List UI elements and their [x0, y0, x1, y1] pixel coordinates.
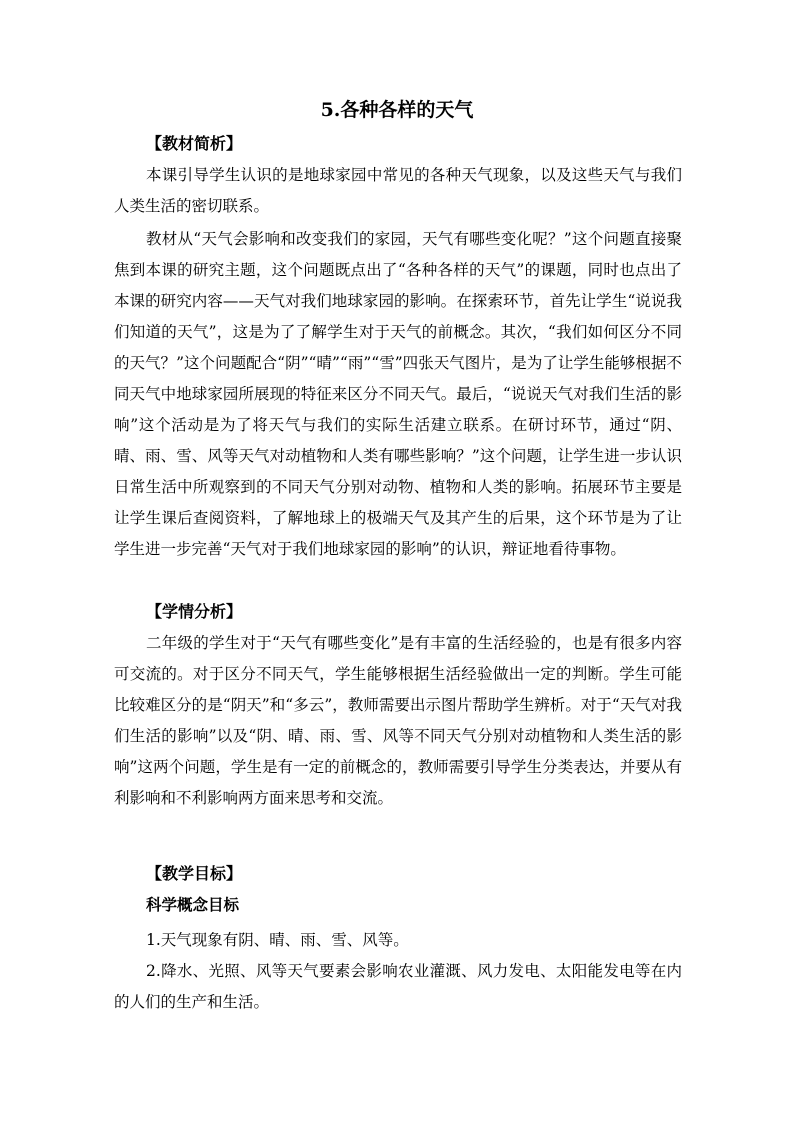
teaching-goals-heading: 【教学目标】	[146, 864, 243, 883]
teaching-goal-item-1: 1.天气现象有阴、晴、雨、雪、风等。	[146, 931, 409, 949]
teaching-goal-item-2: 2.降水、光照、风等天气要素会影响农业灌溉、风力发电、太阳能发电等在内的人们的生产和生活。	[114, 962, 682, 1011]
textbook-analysis-paragraph-1: 本课引导学生认识的是地球家园中常见的各种天气现象，以及这些天气与我们人类生活的密切联系。	[114, 166, 682, 215]
student-analysis-paragraph: 二年级的学生对于“天气有哪些变化”是有丰富的生活经验的，也是有很多内容可交流的。对于区分不同天气，学生能够根据生活经验做出一定的判断。学生可能比较难区分的是“阴天”和“多云”，教师需要出示图片帮助学生辨析。对于“天气对我们生活的影响”以及“阴、晴、雨、雪、风等不同天气分别对动植物和人类生活的影响”这两个问题，学生是有一定的前概念的，教师需要引导学生分类表达，并要从有利影响和不利影响两方面来思考和交流。	[114, 634, 682, 807]
textbook-analysis-paragraph-2: 教材从“天气会影响和改变我们的家园，天气有哪些变化呢？”这个问题直接聚焦到本课的研究主题，这个问题既点出了“各种各样的天气”的课题，同时也点出了本课的研究内容——天气对我们地球家园的影响。在探索环节，首先让学生“说说我们知道的天气”，这是为了了解学生对于天气的前概念。其次，“我们如何区分不同的天气？”这个问题配合“阴”“晴”“雨”“雪”四张天气图片，是为了让学生能够根据不同天气中地球家园所展现的特征来区分不同天气。最后，“说说天气对我们生活的影响”这个活动是为了将天气与我们的实际生活建立联系。在研讨环节，通过“阴、晴、雨、雪、风等天气对动植物和人类有哪些影响？”这个问题，让学生进一步认识日常生活中所观察到的不同天气分别对动物、植物和人类的影响。拓展环节主要是让学生课后查阅资料，了解地球上的极端天气及其产生的后果，这个环节是为了让学生进一步完善“天气对于我们地球家园的影响”的认识，辩证地看待事物。	[114, 230, 682, 558]
textbook-analysis-heading: 【教材简析】	[146, 134, 243, 153]
page-title: 5.各种各样的天气	[320, 99, 474, 121]
science-concept-goals-subheading: 科学概念目标	[146, 895, 240, 914]
student-analysis-heading: 【学情分析】	[146, 602, 243, 621]
